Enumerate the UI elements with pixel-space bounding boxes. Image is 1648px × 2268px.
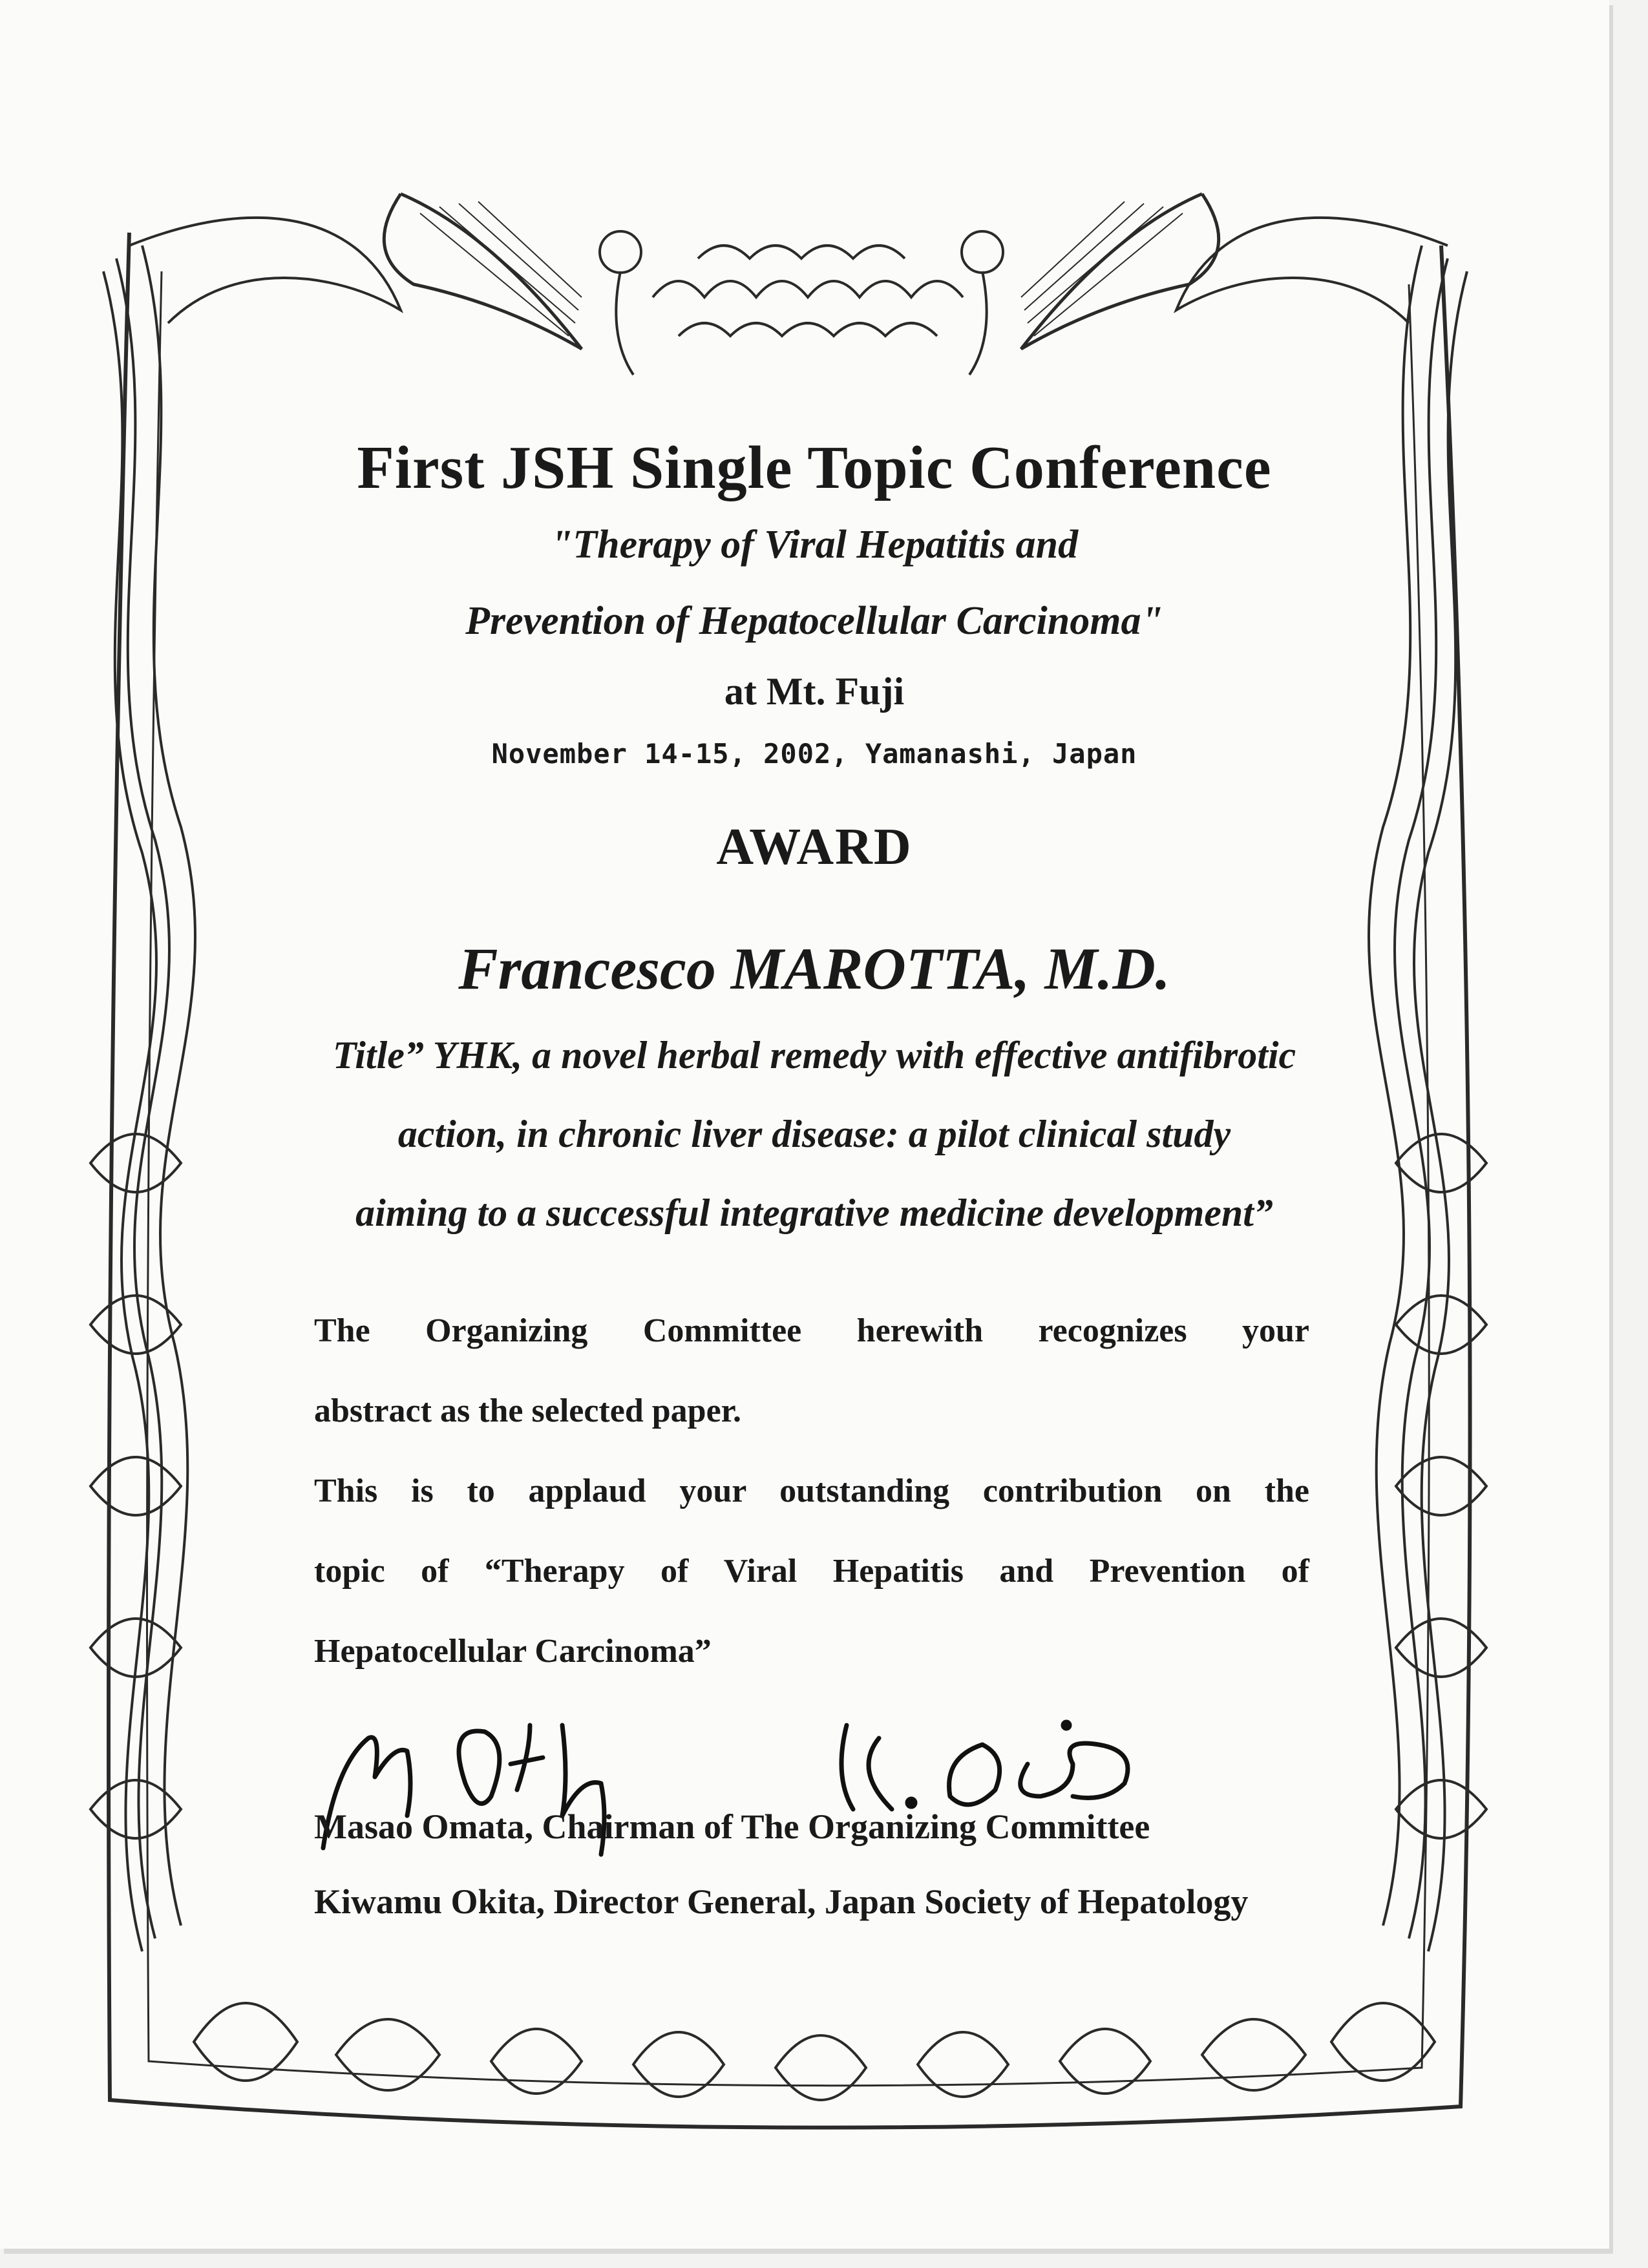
paper-title-line: action, in chronic liver disease: a pilot clinical study	[397, 1113, 1231, 1155]
conference-subtitle-line-2: Prevention of Hepatocellular Carcinoma"	[465, 599, 1163, 643]
conference-subtitle-line-1: "Therapy of Viral Hepatitis and	[550, 523, 1079, 567]
paper-title-line: Title” YHK, a novel herbal remedy with effective antifibrotic	[332, 1034, 1296, 1076]
recognition-line: abstract as the selected paper.	[314, 1392, 741, 1429]
recognition-line: The Organizing Committee herewith recognizes your	[314, 1312, 1309, 1349]
recognition-line: topic of “Therapy of Viral Hepatitis and Prevention of	[314, 1553, 1309, 1590]
conference-title: First JSH Single Topic Conference	[357, 434, 1272, 501]
signatory-director-general: Kiwamu Okita, Director General, Japan Society of Hepatology	[314, 1882, 1249, 1921]
paper-title-line: aiming to a successful integrative medicine development”	[355, 1192, 1273, 1234]
recognition-line: This is to applaud your outstanding contribution on the	[314, 1473, 1309, 1509]
conference-date: November 14-15, 2002, Yamanashi, Japan	[491, 738, 1137, 770]
recipient-name: Francesco MAROTTA, M.D.	[458, 936, 1170, 1002]
signatory-chairman: Masao Omata, Chairman of The Organizing Committee	[314, 1807, 1150, 1846]
recognition-line: Hepatocellular Carcinoma”	[314, 1633, 712, 1670]
paper-title	[233, 1016, 1396, 1252]
award-heading: AWARD	[716, 819, 913, 876]
recognition-text	[314, 1291, 1309, 1692]
conference-location: at Mt. Fuji	[724, 670, 905, 713]
